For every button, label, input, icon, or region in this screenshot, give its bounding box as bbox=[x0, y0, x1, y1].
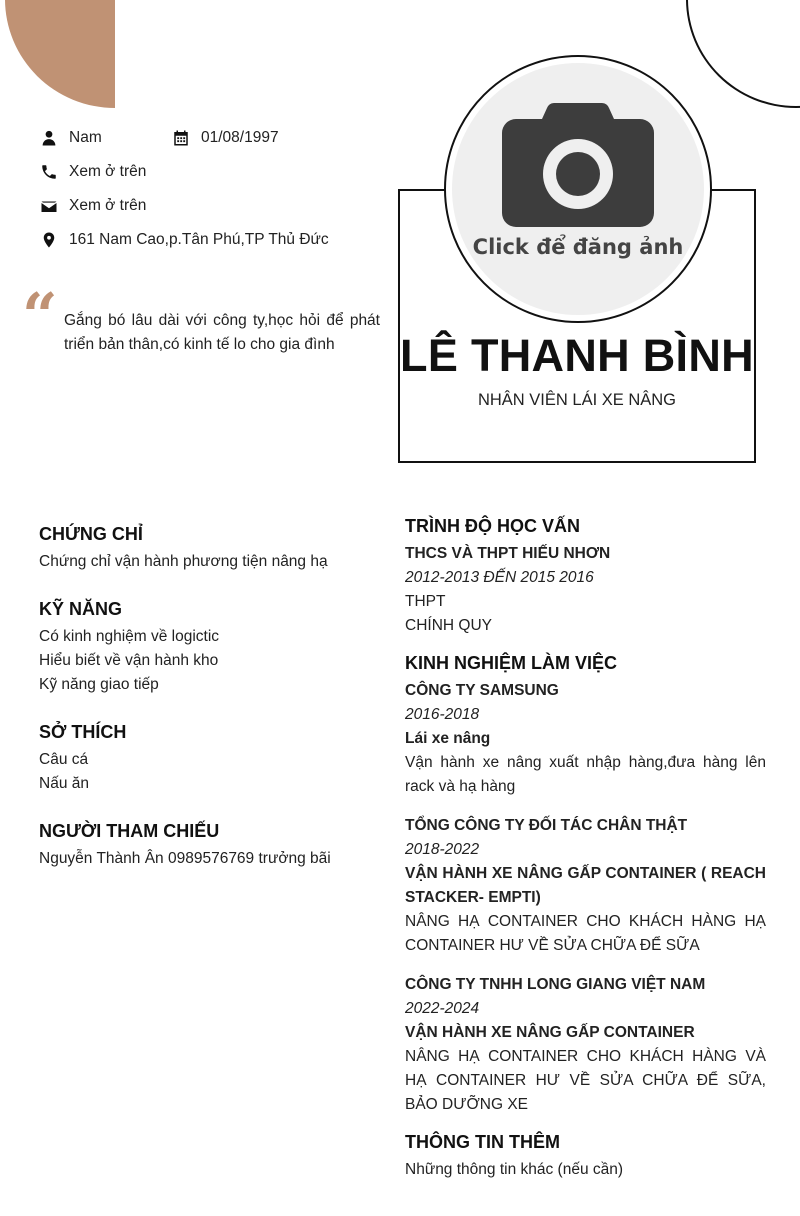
birthday-row bbox=[172, 126, 279, 150]
job-role: VẬN HÀNH XE NÂNG GẤP CONTAINER bbox=[405, 1024, 695, 1041]
decorative-half-circle bbox=[5, 0, 225, 108]
phone-row bbox=[40, 160, 146, 184]
education-title: TRÌNH ĐỘ HỌC VẤN bbox=[405, 516, 580, 536]
decorative-circle-outline bbox=[686, 0, 800, 108]
envelope-icon bbox=[40, 194, 64, 218]
address-row bbox=[40, 228, 329, 252]
reference-item: Nguyễn Thành Ân 0989576769 trưởng bãi bbox=[39, 850, 331, 867]
job-entry bbox=[405, 814, 766, 958]
extra-info-text: Những thông tin khác (nếu cần) bbox=[405, 1161, 624, 1178]
job-company: CÔNG TY TNHH LONG GIANG VIỆT NAM bbox=[405, 976, 706, 993]
calendar-icon bbox=[172, 126, 196, 150]
job-position: NHÂN VIÊN LÁI XE NÂNG bbox=[477, 391, 677, 409]
job-company: CÔNG TY SAMSUNG bbox=[405, 682, 559, 699]
job-company: TỔNG CÔNG TY ĐỐI TÁC CHÂN THẬT bbox=[405, 817, 688, 834]
experience-title: KINH NGHIỆM LÀM VIỆC bbox=[405, 653, 618, 673]
certificates-title: CHỨNG CHỈ bbox=[39, 524, 143, 544]
address-value: 161 Nam Cao,p.Tân Phú,TP Thủ Đức bbox=[69, 231, 329, 248]
job-entry bbox=[405, 973, 766, 1117]
certificate-item: Chứng chỉ vận hành phương tiện nâng hạ bbox=[39, 553, 328, 570]
birthday-value: 01/08/1997 bbox=[201, 129, 279, 146]
job-period: 2018-2022 bbox=[405, 841, 480, 858]
camera-icon bbox=[502, 99, 654, 231]
phone-icon bbox=[40, 160, 64, 184]
education-degree: THPT bbox=[405, 593, 446, 610]
gender-value: Nam bbox=[69, 129, 102, 146]
job-description: NÂNG HẠ CONTAINER CHO KHÁCH HÀNG VÀ HẠ CONTAINER HƯ VỀ SỬA CHỮA ĐỂ SỮA, BẢO DƯỠNG XE bbox=[405, 1048, 766, 1113]
career-objective: Gắng bó lâu dài với công ty,học hỏi để phát triển bản thân,có kinh tế lo cho gia đình bbox=[64, 312, 380, 353]
location-pin-icon bbox=[40, 228, 64, 252]
job-role: VẬN HÀNH XE NÂNG GẤP CONTAINER ( REACH STACKER- EMPTI) bbox=[405, 865, 766, 906]
school-name: THCS VÀ THPT HIẾU NHƠN bbox=[405, 545, 611, 562]
job-role: Lái xe nâng bbox=[405, 730, 491, 747]
left-column bbox=[39, 522, 379, 871]
job-period: 2022-2024 bbox=[405, 1000, 480, 1017]
job-entry bbox=[405, 679, 766, 799]
candidate-name: LÊ THANH BÌNH bbox=[400, 330, 754, 381]
upload-photo-label: Click để đăng ảnh bbox=[472, 235, 684, 259]
right-column bbox=[405, 514, 766, 1182]
education-period: 2012-2013 ĐẾN 2015 2016 bbox=[405, 569, 594, 586]
skills-title: KỸ NĂNG bbox=[39, 599, 123, 619]
person-icon bbox=[40, 126, 64, 150]
job-description: NÂNG HẠ CONTAINER CHO KHÁCH HÀNG HẠ CONTAINER HƯ VỀ SỬA CHỮA ĐỂ SỮA bbox=[405, 913, 766, 954]
references-title: NGƯỜI THAM CHIẾU bbox=[39, 821, 220, 841]
email-value: Xem ở trên bbox=[69, 197, 147, 214]
hobbies-title: SỞ THÍCH bbox=[39, 722, 127, 742]
hobby-item: Nấu ăn bbox=[39, 775, 89, 792]
phone-value: Xem ở trên bbox=[69, 163, 147, 180]
hobby-item: Câu cá bbox=[39, 751, 89, 768]
gender-row bbox=[40, 126, 102, 150]
education-type: CHÍNH QUY bbox=[405, 617, 492, 634]
job-description: Vận hành xe nâng xuất nhập hàng,đưa hàng lên rack và hạ hàng bbox=[405, 754, 766, 795]
avatar-upload[interactable] bbox=[452, 63, 704, 315]
email-row bbox=[40, 194, 146, 218]
quote-icon: “ bbox=[22, 279, 58, 352]
skill-item: Kỹ năng giao tiếp bbox=[39, 676, 159, 693]
skill-item: Hiểu biết về vận hành kho bbox=[39, 652, 219, 669]
skill-item: Có kinh nghiệm về logictic bbox=[39, 628, 220, 645]
job-period: 2016-2018 bbox=[405, 706, 480, 723]
extra-info-title: THÔNG TIN THÊM bbox=[405, 1132, 560, 1152]
